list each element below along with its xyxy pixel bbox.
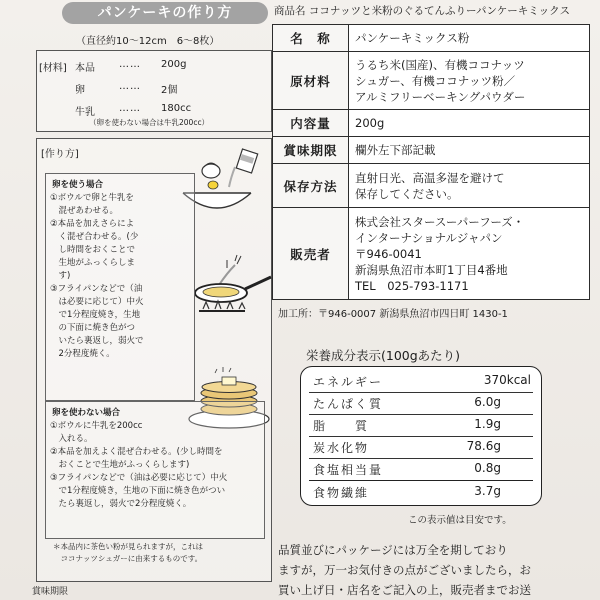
nutrition-divider <box>309 458 533 459</box>
nutrient-name: 食塩相当量 <box>313 463 384 477</box>
step-line: ①ボウルで卵と牛乳を <box>50 193 134 203</box>
info-line: シュガー、有機ココナッツ粉／ <box>355 73 516 88</box>
step-line: たら裏返し，弱火で2分程度焼く。 <box>50 499 192 509</box>
ingredient-qty: 2個 <box>161 85 178 96</box>
method-box <box>36 138 272 582</box>
recipe-panel <box>22 0 270 600</box>
nutrient-value: 6.0g <box>474 395 501 409</box>
product-label-panel <box>272 0 600 600</box>
step-line: ②本品を加えよく混ぜ合わせる。(少し時間を <box>50 447 223 457</box>
notice-line: 買い上げ日・店名をご記入の上，販売者までお送 <box>278 583 531 597</box>
step-line: おくことで生地がふっくらします) <box>50 460 190 470</box>
info-row <box>273 25 590 52</box>
info-line: うるち米(国産)、有機ココナッツ <box>355 57 525 72</box>
info-header: 名 称 <box>273 25 349 52</box>
info-row <box>273 137 590 164</box>
info-value <box>349 164 590 208</box>
note-line: ココナッツシュガーに由来するものです。 <box>53 554 203 563</box>
step-line: く混ぜ合わせる。(少 <box>50 232 139 242</box>
nutrient-value: 78.6g <box>466 439 501 453</box>
ingredient-dots: …… <box>119 103 141 114</box>
ingredient-name: 本品 <box>75 63 95 74</box>
nutrient-value: 1.9g <box>474 417 501 431</box>
info-value <box>349 137 590 164</box>
info-value <box>349 110 590 137</box>
ingredient-qty: 200g <box>161 59 187 70</box>
info-header: 原材料 <box>273 52 349 110</box>
without-egg-title: 卵を使わない場合 <box>52 408 121 418</box>
ingredients-label: [材料] <box>39 63 67 74</box>
note-line: ＊本品内に茶色い粉が見られますが，これは <box>53 542 203 551</box>
ingredient-qty: 180cc <box>161 103 192 114</box>
info-row <box>273 164 590 208</box>
info-line: TEL 025-793-1171 <box>355 278 469 293</box>
step-line: 2分程度焼く。 <box>50 349 115 359</box>
size-note: （直径約10～12cm 6～8枚） <box>76 36 220 47</box>
nutrient-name: 炭水化物 <box>313 441 370 455</box>
nutrient-name: エネルギー <box>313 375 384 389</box>
info-line: パンケーキミックス粉 <box>355 31 470 45</box>
info-line: 直射日光、高温多湿を避けて <box>355 170 505 185</box>
quality-notice <box>278 540 598 600</box>
info-header: 販売者 <box>273 208 349 300</box>
ingredient-name: 卵 <box>75 85 85 96</box>
nutrition-divider <box>309 414 533 415</box>
info-line: インターナショナルジャパン <box>355 230 503 245</box>
notice-line: ますが，万一お気付きの点がございましたら，お <box>278 563 531 577</box>
nutrient-name: 脂 質 <box>313 419 370 433</box>
info-row <box>273 110 590 137</box>
notice-line: 品質並びにパッケージには万全を期しており <box>278 543 508 557</box>
expiry-label: 賞味期限 <box>32 587 69 597</box>
nutrient-name: たんぱく質 <box>313 397 384 411</box>
product-name: 商品名 ココナッツと米粉のぐるてんふりーパンケーキミックス <box>274 5 570 17</box>
info-header: 内容量 <box>273 110 349 137</box>
info-value <box>349 52 590 110</box>
info-line: 保存してください。 <box>355 186 459 201</box>
with-egg-title: 卵を使う場合 <box>52 180 104 190</box>
step-line: いたら裏返し，弱火で <box>50 336 144 346</box>
info-line: 欄外左下部記載 <box>355 143 436 157</box>
info-line: 〒946-0041 <box>355 246 422 261</box>
recipe-title: パンケーキの作り方 <box>62 2 268 24</box>
nutrition-note: この表示値は目安です。 <box>408 515 512 526</box>
info-row <box>273 208 590 300</box>
nutrition-divider <box>309 480 533 481</box>
step-line: 入れる。 <box>50 434 93 444</box>
step-line: ③フライパンなどで（油 <box>50 284 143 294</box>
product-info-table <box>272 24 590 300</box>
info-line: 200g <box>355 116 385 130</box>
ingredient-name: 牛乳 <box>75 107 95 118</box>
step-line: 生地がふっくらしま <box>50 258 136 268</box>
nutrition-divider <box>309 436 533 437</box>
step-line: す) <box>50 271 71 281</box>
step-line: ②本品を加えさらによ <box>50 219 135 229</box>
step-line: ①ボウルに牛乳を200cc <box>50 421 143 431</box>
coconut-sugar-note <box>53 541 265 565</box>
nutrient-value: 0.8g <box>474 461 501 475</box>
step-line: で1分程度焼き，生地の下面に焼き色がつい <box>50 486 226 496</box>
info-header: 保存方法 <box>273 164 349 208</box>
info-line: アルミフリーベーキングパウダー <box>355 89 526 104</box>
step-line: ③フライパンなどで（油は必要に応じて）中火 <box>50 473 228 483</box>
ingredients-box <box>36 50 272 132</box>
nutrition-title: 栄養成分表示(100gあたり) <box>306 348 461 363</box>
frying-pan-illustration <box>187 251 273 327</box>
ingredients-note: （卵を使わない場合は牛乳200cc） <box>89 118 210 127</box>
step-line: 混ぜあわせる。 <box>50 206 119 216</box>
info-value <box>349 208 590 300</box>
nutrition-table <box>300 366 542 506</box>
step-line: し時間をおくことで <box>50 245 136 255</box>
step-line: で1分程度焼き，生地 <box>50 310 141 320</box>
step-line: は必要に応じて）中火 <box>50 297 144 307</box>
manufacturer-address: 加工所：〒946-0007 新潟県魚沼市四日町 1430-1 <box>278 309 508 320</box>
info-header: 賞味期限 <box>273 137 349 164</box>
nutrient-name: 食物繊維 <box>313 486 370 500</box>
ingredient-dots: …… <box>119 81 141 92</box>
nutrient-value: 3.7g <box>474 484 501 498</box>
nutrient-value: 370kcal <box>483 373 531 387</box>
method-label: [作り方] <box>41 149 79 160</box>
with-egg-box <box>45 173 195 401</box>
without-egg-box <box>45 401 265 539</box>
info-line: 株式会社スタースーパーフーズ・ <box>355 214 525 229</box>
info-row <box>273 52 590 110</box>
info-line: 新潟県魚沼市本町1丁目4番地 <box>355 262 508 277</box>
step-line: の下面に焼き色がつ <box>50 323 136 333</box>
info-value <box>349 25 590 52</box>
ingredient-dots: …… <box>119 59 141 70</box>
nutrition-divider <box>309 392 533 393</box>
